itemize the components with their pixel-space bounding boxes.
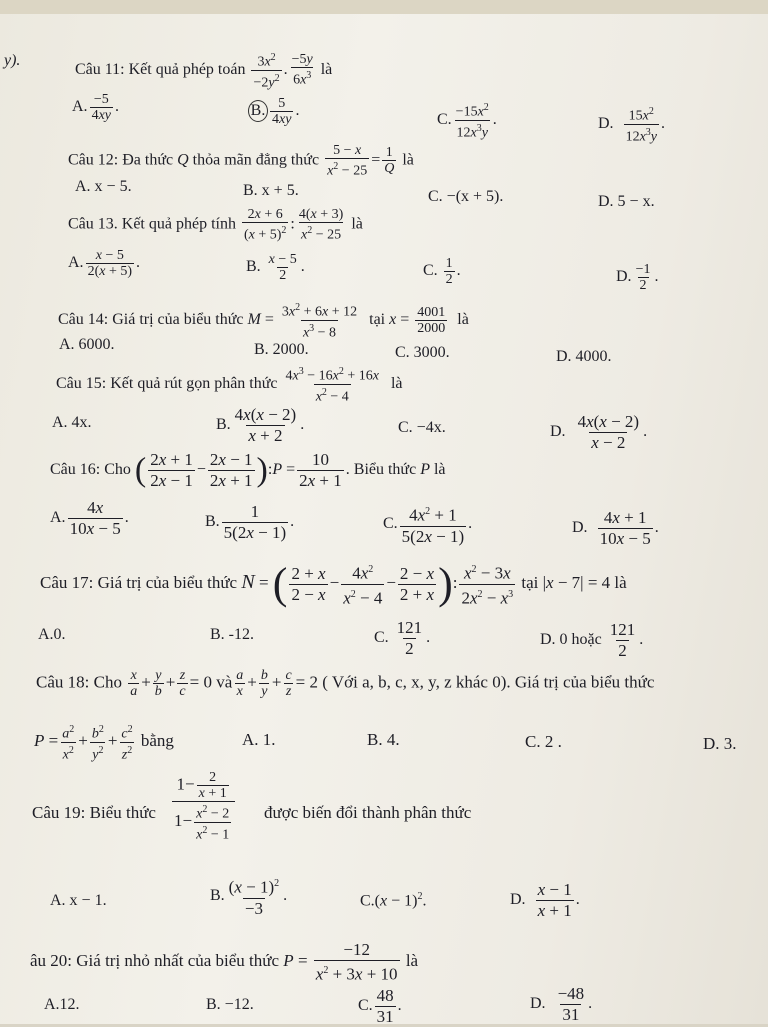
q12-option-d: D. 5 − x. xyxy=(598,193,655,210)
answer-circle-mark: B. xyxy=(248,100,268,122)
q11-option-a: A. $\frac{-5}{4xy}$ . xyxy=(72,92,119,123)
q17-option-c: C. $\frac{121}{2}$ . xyxy=(374,618,431,658)
q16-stem: Câu 16: Cho ( $\frac{2x + 1}{2x - 1}$ − $\frac{2x - 1}{2x + 1}$ ):P = $\frac{10}{2x + 1}$ . Biểu thức P là xyxy=(50,450,446,490)
q11-fraction-2: $\frac{-5y}{6x^3}$ xyxy=(291,52,313,88)
q18-option-b: B. 4. xyxy=(367,730,400,749)
q18-option-d: D. 3. xyxy=(703,734,737,753)
q13-option-d: D. $\frac{-1}{2}$ . xyxy=(616,262,659,293)
q14-option-a: A. 6000. xyxy=(59,336,115,353)
q15-option-a: A. 4x. xyxy=(52,414,92,431)
q18-line2: P = $\frac{a^2}{x^2}$ + $\frac{b^2}{y^2}$ + $\frac{c^2}{z^2}$ bằng xyxy=(34,724,174,763)
q17-option-d: D. 0 hoặc $\frac{121}{2}$ . xyxy=(540,620,644,660)
q14-stem: Câu 14: Giá trị của biểu thức M = $\frac{3x^2 + 6x + 12}{x^3 - 8}$ tại x = $\frac{4001}{2000}$ là xyxy=(58,302,469,341)
q17-stem: Câu 17: Giá trị của biểu thức N = ( $\frac{2 + x}{2 - x}$ − $\frac{4x^2}{x^2 - 4}$ − $\frac{2 - x}{2 + x}$ ): $\frac{x^2 - 3x}{2x^2 - x^3}$ tại |x − 7| = 4 là xyxy=(40,559,627,609)
q15-option-b: B. $\frac{4x(x - 2)}{x + 2}$ . xyxy=(216,405,305,445)
q19-tail: được biến đổi thành phân thức xyxy=(264,803,472,822)
q18-stem: Câu 18: Cho $\frac{x}{a}$ + $\frac{y}{b}$ + $\frac{z}{c}$ = 0 và $\frac{a}{x}$ + $\frac{b}{y}$ + $\frac{c}{z}$ = 2 ( Với a, b, c, x, y, z khác 0). Giá trị của biểu thức xyxy=(36,668,655,699)
q19-expression: 1− $\frac{2}{x + 1}$ 1− $\frac{x^2 - 2}{x^2 - 1}$ xyxy=(170,770,237,842)
q15-option-c: C. −4x. xyxy=(398,419,446,436)
q15-stem: Câu 15: Kết quả rút gọn phân thức $\frac{4x^3 - 16x^2 + 16x}{x^2 - 4}$ là xyxy=(56,366,403,405)
q16-option-c: C. $\frac{4x^2 + 1}{5(2x - 1)}$ . xyxy=(383,505,473,546)
q20-option-d: D. $\frac{-48}{31}$ . xyxy=(530,984,593,1024)
q14-option-b: B. 2000. xyxy=(254,341,309,358)
page-top-edge xyxy=(0,0,768,14)
q16-option-d: D. $\frac{4x + 1}{10x - 5}$ . xyxy=(572,508,659,548)
q12-option-a: A. x − 5. xyxy=(75,178,132,195)
q13-option-c: C. $\frac{1}{2}$ . xyxy=(423,256,461,287)
q12-option-c: C. −(x + 5). xyxy=(428,188,504,205)
q14-option-d: D. 4000. xyxy=(556,348,612,365)
q12-stem: Câu 12: Đa thức Q thỏa mãn đẳng thức $\frac{5 - x}{x^2 - 25}$ = $\frac{1}{Q}$ là xyxy=(68,143,414,179)
q16-option-b: B. $\frac{1}{5(2x - 1)}$ . xyxy=(205,502,295,542)
q12-option-b: B. x + 5. xyxy=(243,182,299,199)
q11-option-b: B. $\frac{5}{4xy}$ . xyxy=(248,96,299,127)
q20-option-c: C. $\frac{48}{31}$ . xyxy=(358,986,402,1026)
q20-option-a: A.12. xyxy=(44,996,80,1013)
q18-option-c: C. 2 . xyxy=(525,732,562,751)
q19-option-b: B. $\frac{(x - 1)^2}{-3}$ . xyxy=(210,877,288,918)
q20-option-b: B. −12. xyxy=(206,996,254,1013)
q11-stem: Câu 11: Kết quả phép toán $\frac{3x^2}{-2y^2}$ . $\frac{-5y}{6x^3}$ là xyxy=(75,52,333,91)
q13-option-a: A. $\frac{x - 5}{2(x + 5)}$ . xyxy=(68,248,141,279)
q19-option-c: $C.(x - 1)^2$. xyxy=(360,891,427,910)
q13-stem: Câu 13. Kết quả phép tính $\frac{2x + 6}{(x + 5)^2}$ : $\frac{4(x + 3)}{x^2 - 25}$ là xyxy=(68,207,363,243)
q13-option-b: B. $\frac{x - 5}{2}$ . xyxy=(246,252,305,283)
q14-option-c: C. 3000. xyxy=(395,344,450,361)
q17-option-b: B. -12. xyxy=(210,626,254,643)
q11-fraction-1: $\frac{3x^2}{-2y^2}$ xyxy=(253,52,280,91)
q11-option-d: D. $\frac{15x^2}{12x^3y}$ . xyxy=(598,106,665,145)
margin-note: y). xyxy=(4,52,21,69)
q15-option-d: D. $\frac{4x(x - 2)}{x - 2}$ . xyxy=(550,412,648,452)
q20-stem: âu 20: Giá trị nhỏ nhất của biểu thức P = $\frac{-12}{x^2 + 3x + 10}$ là xyxy=(30,940,419,984)
q17-option-a: A.0. xyxy=(38,626,66,643)
q19-option-a: A. x − 1. xyxy=(50,892,107,909)
q11-option-c: C. $\frac{-15x^2}{12x^3y}$ . xyxy=(437,102,497,141)
q18-option-a: A. 1. xyxy=(242,730,276,749)
q16-option-a: A. $\frac{4x}{10x - 5}$ . xyxy=(50,498,129,538)
q19-label: Câu 19: Biểu thức xyxy=(32,803,156,822)
q19-option-d: D. $\frac{x - 1}{x + 1}$ . xyxy=(510,880,580,920)
